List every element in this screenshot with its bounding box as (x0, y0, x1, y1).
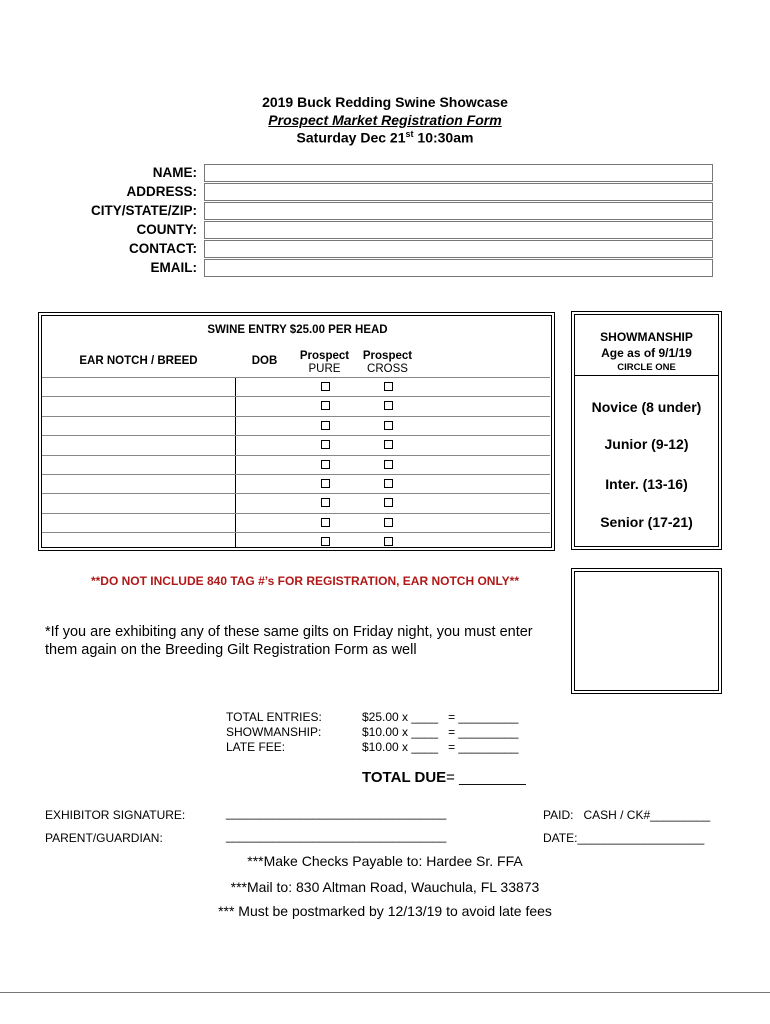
showmanship-age-note: Age as of 9/1/19 (601, 346, 692, 360)
showmanship-option-junior[interactable]: Junior (9-12) (604, 436, 689, 452)
city-state-zip-field[interactable] (204, 202, 713, 220)
contact-label: CONTACT: (129, 241, 197, 256)
prospect-pure-checkbox[interactable] (321, 460, 330, 469)
ear-notch-cell[interactable] (42, 397, 234, 414)
showmanship-option-novice[interactable]: Novice (8 under) (591, 399, 702, 415)
office-use-box (571, 568, 722, 694)
prospect-cross-checkbox[interactable] (384, 537, 393, 546)
prospect-pure-checkbox[interactable] (321, 421, 330, 430)
exhibitor-signature-label: EXHIBITOR SIGNATURE: (45, 808, 186, 822)
prospect-pure-checkbox[interactable] (321, 518, 330, 527)
email-field[interactable] (204, 259, 713, 277)
swine-entry-table (38, 312, 555, 551)
prospect-cross-checkbox[interactable] (384, 382, 393, 391)
parent-guardian-line[interactable]: _________________________________ (226, 829, 447, 843)
payable-to: ***Make Checks Payable to: Hardee Sr. FFA (247, 853, 523, 869)
prospect-cross-checkbox[interactable] (384, 498, 393, 507)
dob-header: DOB (251, 355, 278, 367)
late-fee-label: LATE FEE: (226, 740, 286, 754)
prospect-pure-checkbox[interactable] (321, 440, 330, 449)
prospect-cross-checkbox[interactable] (384, 421, 393, 430)
form-subtitle: Prospect Market Registration Form (268, 112, 502, 128)
late-fee-value[interactable]: $10.00 x ____ = _________ (362, 740, 519, 754)
showmanship-option-intermediate[interactable]: Inter. (13-16) (605, 476, 688, 492)
total-due-value[interactable]: = ________ (446, 769, 526, 786)
prospect-cross-checkbox[interactable] (384, 401, 393, 410)
total-due-label: TOTAL DUE (362, 769, 447, 786)
swine-entry-table-inner (41, 315, 552, 548)
prospect-cross-checkbox[interactable] (384, 460, 393, 469)
prospect-cross-checkbox[interactable] (384, 518, 393, 527)
prospect-cross-header (355, 350, 420, 376)
prospect-pure-checkbox[interactable] (321, 479, 330, 488)
postmark-deadline: *** Must be postmarked by 12/13/19 to avoid late fees (218, 903, 552, 919)
event-date (0, 129, 770, 146)
column-divider-ear-dob (235, 377, 236, 547)
prospect-pure-header (292, 350, 357, 376)
prospect-cross-checkbox[interactable] (384, 440, 393, 449)
prospect-pure-header-line1: Prospect (299, 350, 350, 362)
paid-field[interactable]: PAID: CASH / CK#_________ (543, 808, 711, 822)
swine-entry-title: SWINE ENTRY $25.00 PER HEAD (207, 324, 388, 336)
ear-notch-header: EAR NOTCH / BREED (79, 355, 198, 367)
ear-notch-cell[interactable] (42, 494, 234, 511)
showmanship-option-senior[interactable]: Senior (17-21) (600, 514, 693, 530)
total-entries-label: TOTAL ENTRIES: (226, 710, 322, 724)
showmanship-divider (575, 375, 718, 376)
mail-to: ***Mail to: 830 Altman Road, Wauchula, FL 33873 (230, 879, 540, 895)
address-label: ADDRESS: (126, 184, 197, 199)
date-field[interactable]: DATE:___________________ (543, 831, 705, 845)
showmanship-fee-value[interactable]: $10.00 x ____ = _________ (362, 725, 519, 739)
prospect-pure-checkbox[interactable] (321, 498, 330, 507)
contact-field[interactable] (204, 240, 713, 258)
ear-notch-cell[interactable] (42, 533, 234, 550)
showmanship-title: SHOWMANSHIP (600, 330, 693, 344)
name-field[interactable] (204, 164, 713, 182)
office-use-box-inner (574, 571, 719, 691)
event-date-time: 10:30am (413, 129, 474, 146)
name-label: NAME: (152, 165, 197, 180)
showmanship-box-inner (574, 314, 719, 547)
county-label: COUNTY: (136, 222, 197, 237)
exhibitor-signature-line[interactable]: _________________________________ (226, 806, 447, 820)
showmanship-box (571, 311, 722, 550)
total-due (362, 769, 526, 786)
form-title: 2019 Buck Redding Swine Showcase (262, 94, 508, 110)
prospect-cross-checkbox[interactable] (384, 479, 393, 488)
event-date-suffix-sup: st (405, 129, 414, 139)
email-label: EMAIL: (150, 260, 197, 275)
event-date-prefix: Saturday Dec 21 (296, 129, 406, 146)
showmanship-instruction: CIRCLE ONE (617, 362, 676, 373)
page-bottom-rule (0, 992, 770, 993)
address-field[interactable] (204, 183, 713, 201)
ear-notch-cell[interactable] (42, 436, 234, 453)
prospect-pure-header-line2: PURE (308, 363, 341, 375)
prospect-cross-header-line1: Prospect (362, 350, 413, 362)
prospect-pure-checkbox[interactable] (321, 382, 330, 391)
ear-notch-cell[interactable] (42, 475, 234, 492)
ear-notch-cell[interactable] (42, 456, 234, 473)
showmanship-fee-label: SHOWMANSHIP: (226, 725, 322, 739)
parent-guardian-label: PARENT/GUARDIAN: (45, 831, 163, 845)
total-entries-value[interactable]: $25.00 x ____ = _________ (362, 710, 519, 724)
breeding-gilt-note: *If you are exhibiting any of these same gilts on Friday night, you must enter them again on the Breeding Gilt Registration Form as well (45, 624, 533, 658)
prospect-pure-checkbox[interactable] (321, 401, 330, 410)
ear-notch-warning: **DO NOT INCLUDE 840 TAG #’s FOR REGISTRATION, EAR NOTCH ONLY** (90, 574, 520, 588)
ear-notch-cell[interactable] (42, 514, 234, 531)
prospect-cross-header-line2: CROSS (367, 363, 408, 375)
city-state-zip-label: CITY/STATE/ZIP: (91, 203, 197, 218)
prospect-pure-checkbox[interactable] (321, 537, 330, 546)
county-field[interactable] (204, 221, 713, 239)
ear-notch-cell[interactable] (42, 417, 234, 434)
ear-notch-cell[interactable] (42, 378, 234, 395)
